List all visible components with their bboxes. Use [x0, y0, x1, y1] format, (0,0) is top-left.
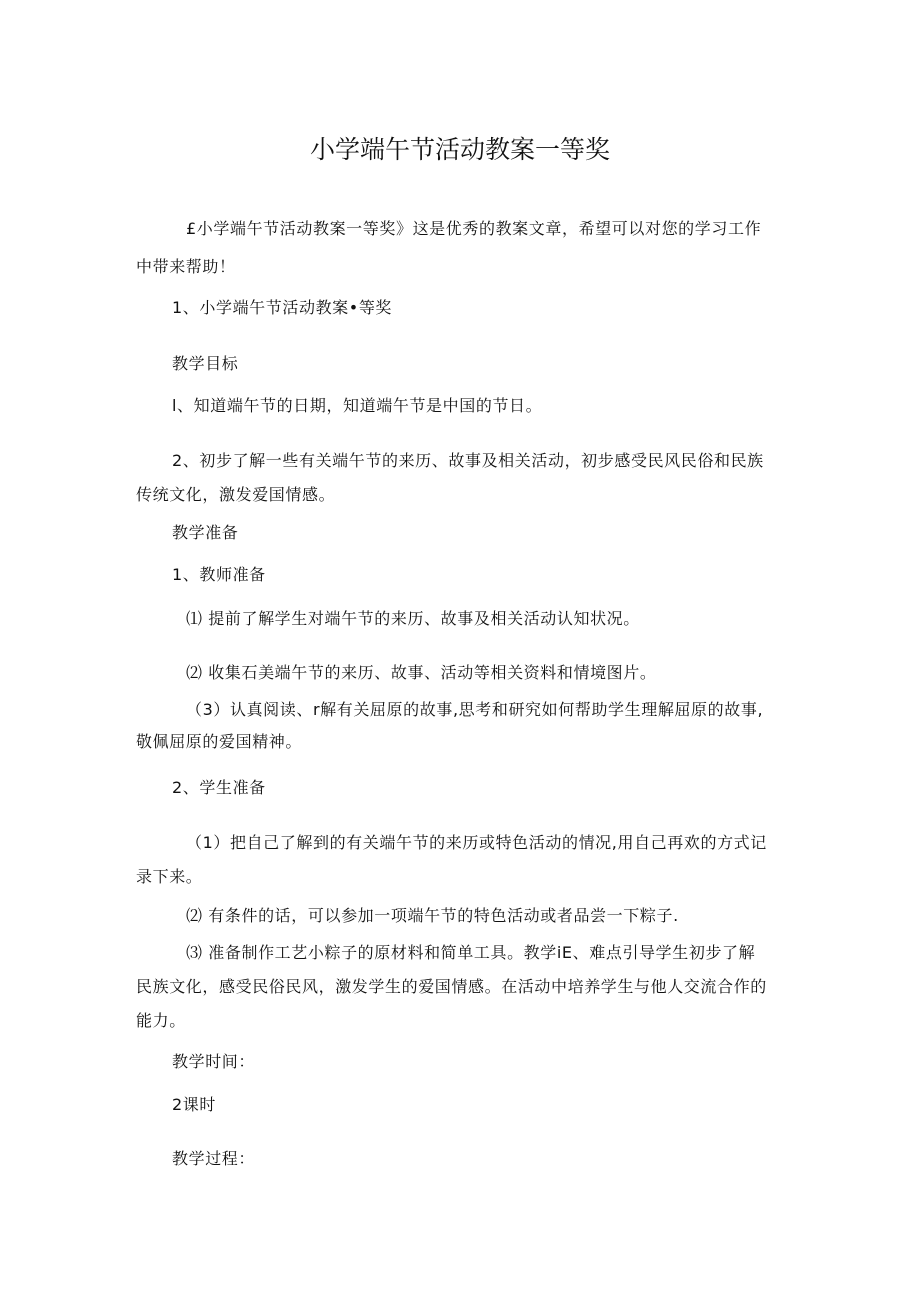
section1-heading: [136, 293, 784, 323]
teacher-prep-3: [136, 695, 784, 757]
teacher-prep-3-line-1: （3）认真阅读、r解有关屈原的故事,思考和研究如何帮助学生理解屈原的故事,: [186, 700, 764, 719]
time-heading-text: 教学时间：: [172, 1052, 256, 1071]
student-prep-heading-text: 2、学生准备: [172, 778, 266, 797]
intro-paragraph: [136, 214, 784, 282]
intro-line-1: £小学端午节活动教案一等奖》这是优秀的教案文章，希望可以对您的学习工作: [186, 219, 762, 238]
student-prep-2: [136, 901, 784, 931]
teacher-prep-heading-text: 1、教师准备: [172, 565, 266, 584]
goal-1-text: l、知道端午节的日期，知道端午节是中国的节日。: [172, 396, 543, 415]
student-prep-3-line-3: 能力。: [136, 1011, 186, 1030]
time-heading: [136, 1047, 784, 1077]
student-prep-3-line-2: 民族文化，感受民俗民风，激发学生的爱国情感。在活动中培养学生与他人交流合作的: [136, 977, 767, 996]
teacher-prep-2-text: ⑵ 收集石美端午节的来历、故事、活动等相关资料和情境图片。: [186, 663, 657, 682]
goal-2-line-1: 2、初步了解一些有关端午节的来历、故事及相关活动，初步感受民风民俗和民族: [172, 451, 764, 470]
teacher-prep-1-text: ⑴ 提前了解学生对端午节的来历、故事及相关活动认知状况。: [186, 609, 640, 628]
prep-heading: [136, 518, 784, 548]
student-prep-3: [136, 938, 784, 1036]
time-value-text: 2课时: [172, 1095, 216, 1114]
intro-line-2: 中带来帮助！: [136, 257, 236, 276]
teacher-prep-2: [136, 658, 784, 688]
process-heading-text: 教学过程：: [172, 1149, 256, 1168]
teacher-prep-3-line-2: 敬佩屈原的爱国精神。: [136, 732, 303, 751]
teacher-prep-heading: [136, 560, 784, 590]
goal-2-line-2: 传统文化，激发爱国情感。: [136, 485, 336, 504]
student-prep-3-line-1: ⑶ 准备制作工艺小粽子的原材料和简单工具。教学iE、难点引导学生初步了解: [186, 943, 756, 962]
goal-2: [136, 446, 784, 510]
goals-heading: [136, 349, 784, 379]
prep-heading-text: 教学准备: [172, 523, 239, 542]
process-heading: [136, 1144, 784, 1174]
section1-heading-text: 1、小学端午节活动教案•等奖: [172, 298, 393, 317]
student-prep-1-line-1: （1）把自己了解到的有关端午节的来历或特色活动的情况,用自己再欢的方式记: [186, 833, 767, 852]
student-prep-1-line-2: 录下来。: [136, 867, 203, 886]
goal-1: [136, 391, 784, 421]
student-prep-1: [136, 828, 784, 892]
student-prep-heading: [136, 773, 784, 803]
time-value: [136, 1090, 784, 1120]
student-prep-2-text: ⑵ 有条件的话，可以参加一项端午节的特色活动或者品尝一下粽子.: [186, 906, 679, 925]
goals-heading-text: 教学目标: [172, 354, 239, 373]
teacher-prep-1: [136, 604, 784, 634]
document-title: 小学端午节活动教案一等奖: [309, 135, 610, 164]
